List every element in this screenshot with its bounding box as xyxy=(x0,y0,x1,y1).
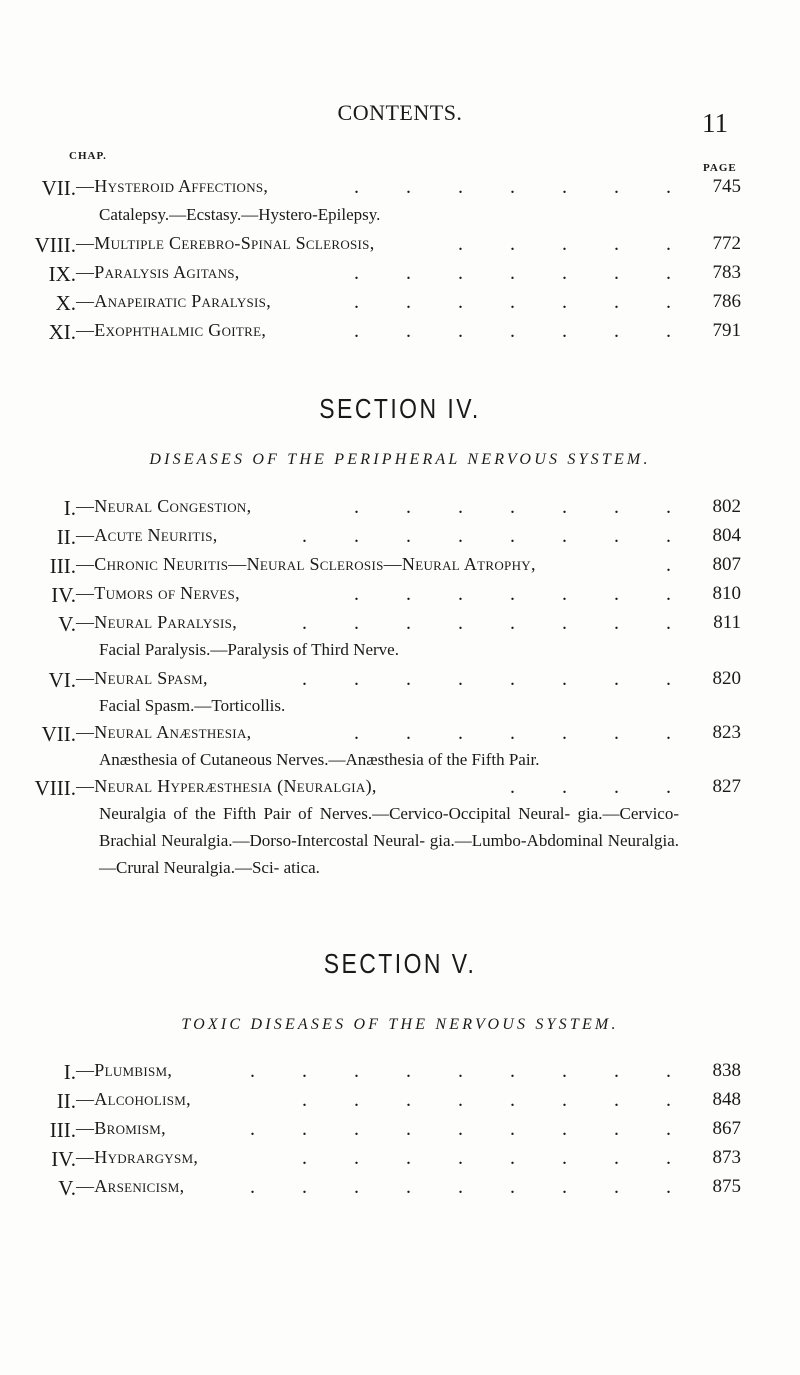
leader-dots: . . . . . . . xyxy=(354,722,692,744)
leader-dots: . . . . . . . xyxy=(354,320,692,342)
chapter-subtopics: Catalepsy.—Ecstasy.—Hystero-Epilepsy. xyxy=(99,205,381,224)
leader-dots: . . . . . . . . . xyxy=(250,1118,692,1140)
leader-dots: . . . . . . . . . xyxy=(250,1060,692,1082)
chapter-number: VII. xyxy=(41,176,76,200)
page-ref: 807 xyxy=(712,554,741,575)
chapter-subtopics: Facial Paralysis.—Paralysis of Third Nerve. xyxy=(99,640,399,659)
leader-dots: . . . . . . . xyxy=(354,291,692,313)
leader-dots: . . . . . xyxy=(458,233,692,255)
chapter-number: V. xyxy=(58,612,76,636)
chapter-subtopics: Facial Spasm.—Torticollis. xyxy=(99,696,286,715)
chapter-title: —Multiple Cerebro-Spinal Sclerosis, xyxy=(76,233,375,253)
page-number: 11 xyxy=(702,108,728,138)
chapter-title: —Acute Neuritis, xyxy=(76,525,218,545)
chapter-number: VI. xyxy=(48,668,76,692)
leader-dots: . . . . . . . xyxy=(354,496,692,518)
chapter-title: —Chronic Neuritis—Neural Sclerosis—Neural Atrophy, xyxy=(76,554,536,574)
page-column-label: PAGE xyxy=(703,162,737,174)
page-ref: 838 xyxy=(712,1060,741,1081)
section-heading: SECTION V. xyxy=(323,948,477,979)
chapter-title: —Bromism, xyxy=(76,1118,166,1138)
chapter-title: —Plumbism, xyxy=(76,1060,173,1080)
leader-dots: . . . . . . . . xyxy=(302,525,692,547)
page-ref: 848 xyxy=(712,1089,741,1110)
chapter-title: —Paralysis Agitans, xyxy=(76,262,240,282)
page-ref: 804 xyxy=(712,525,741,546)
chapter-number: I. xyxy=(63,496,76,520)
chapter-number: X. xyxy=(55,291,76,315)
chapter-title: —Exophthalmic Goitre, xyxy=(76,320,267,340)
leader-dots: . . . . . . . . xyxy=(302,1089,692,1111)
chapter-number: VII. xyxy=(41,722,76,746)
leader-dots: . . . . . . . . xyxy=(302,1147,692,1169)
page-ref: 745 xyxy=(712,176,741,197)
chapter-title: —Neural Anæsthesia, xyxy=(76,722,252,742)
chapter-title: —Hydrargysm, xyxy=(76,1147,199,1167)
chapter-title: —Anapeiratic Paralysis, xyxy=(76,291,272,311)
page-ref: 867 xyxy=(712,1118,741,1139)
chapter-column-label: CHAP. xyxy=(69,150,107,162)
chapter-title: —Neural Congestion, xyxy=(76,496,252,516)
leader-dots: . . . . . . . xyxy=(354,583,692,605)
chapter-title: —Tumors of Nerves, xyxy=(76,583,240,603)
chapter-number: I. xyxy=(63,1060,76,1084)
section-subtitle: TOXIC DISEASES OF THE NERVOUS SYSTEM. xyxy=(181,1016,619,1033)
page-ref: 791 xyxy=(712,320,741,341)
chapter-number: IV. xyxy=(51,1147,76,1171)
chapter-number: VIII. xyxy=(34,233,76,257)
chapter-number: IX. xyxy=(48,262,76,286)
page-ref: 810 xyxy=(712,583,741,604)
page-ref: 786 xyxy=(712,291,741,312)
chapter-title: —Arsenicism, xyxy=(76,1176,185,1196)
leader-dots: . . . . xyxy=(510,776,692,798)
page-ref: 783 xyxy=(712,262,741,283)
leader-dots: . . . . . . . . xyxy=(302,668,692,690)
leader-dots: . xyxy=(666,554,692,576)
chapter-number: XI. xyxy=(48,320,76,344)
chapter-number: IV. xyxy=(51,583,76,607)
page-ref: 875 xyxy=(712,1176,741,1197)
page-ref: 827 xyxy=(712,776,741,797)
chapter-subtopics: Neuralgia of the Fifth Pair of Nerves.—Cervico-Occipital Neural- gia.—Cervico-Brachial Neuralgia.—Dorso-Intercostal Neural- gia.—Lumbo-Abdominal Neuralgia.—Crural Neuralgia.—Sci- atica. xyxy=(99,804,679,877)
page-ref: 823 xyxy=(712,722,741,743)
chapter-number: III. xyxy=(49,1118,76,1142)
chapter-title: —Alcoholism, xyxy=(76,1089,191,1109)
leader-dots: . . . . . . . . xyxy=(302,612,692,634)
chapter-number: II. xyxy=(56,1089,76,1113)
chapter-number: V. xyxy=(58,1176,76,1200)
page-ref: 811 xyxy=(713,612,741,633)
page-ref: 802 xyxy=(712,496,741,517)
section-subtitle: DISEASES OF THE PERIPHERAL NERVOUS SYSTEM. xyxy=(149,451,651,468)
leader-dots: . . . . . . . xyxy=(354,176,692,198)
leader-dots: . . . . . . . . . xyxy=(250,1176,692,1198)
page-ref: 873 xyxy=(712,1147,741,1168)
chapter-title: —Neural Paralysis, xyxy=(76,612,238,632)
page-ref: 772 xyxy=(712,233,741,254)
leader-dots: . . . . . . . xyxy=(354,262,692,284)
chapter-title: —Hysteroid Affections, xyxy=(76,176,269,196)
running-title: CONTENTS. xyxy=(337,100,463,125)
chapter-number: VIII. xyxy=(34,776,76,800)
section-heading: SECTION IV. xyxy=(319,393,481,424)
chapter-title: —Neural Spasm, xyxy=(76,668,208,688)
chapter-title: —Neural Hyperæsthesia (Neuralgia), xyxy=(76,776,377,796)
chapter-number: III. xyxy=(49,554,76,578)
chapter-number: II. xyxy=(56,525,76,549)
page-ref: 820 xyxy=(712,668,741,689)
chapter-subtopics: Anæsthesia of Cutaneous Nerves.—Anæsthesia of the Fifth Pair. xyxy=(99,750,540,769)
